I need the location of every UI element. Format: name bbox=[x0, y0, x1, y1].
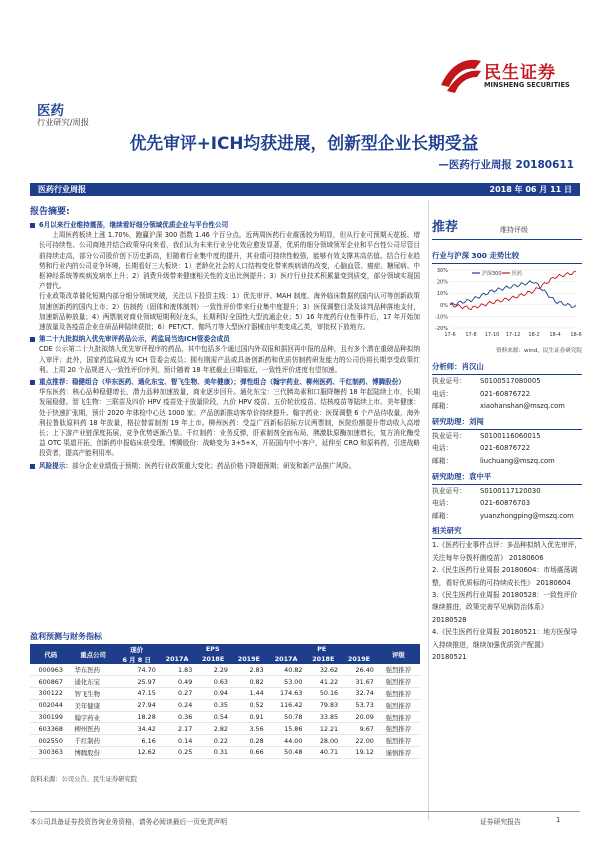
table-cell: 2.29 bbox=[195, 664, 231, 676]
assistant1-info-key: 电话： bbox=[432, 444, 453, 453]
x-tick-label: 17-6 bbox=[444, 332, 456, 338]
table-cell: 40.71 bbox=[305, 747, 341, 759]
table-cell: 31.67 bbox=[341, 676, 377, 688]
bullet-square-icon bbox=[30, 464, 35, 469]
assistant2-info-row bbox=[432, 497, 582, 510]
table-row bbox=[30, 676, 420, 688]
x-tick-label: 17-12 bbox=[505, 332, 521, 338]
table-cell: 强烈推荐 bbox=[377, 711, 420, 723]
table-cell: 千红制药 bbox=[72, 735, 115, 747]
th-price-date: 6 月 8 日 bbox=[115, 654, 159, 664]
analyst-info-key: 邮箱： bbox=[432, 402, 453, 411]
assistant2-info-key: 执业证号： bbox=[432, 486, 466, 495]
th-code: 代码 bbox=[30, 644, 72, 664]
table-row bbox=[30, 688, 420, 700]
table-cell: 0.25 bbox=[159, 747, 196, 759]
table-cell: 44.00 bbox=[267, 735, 306, 747]
sidebar bbox=[432, 216, 582, 663]
legend-label: 沪深300 bbox=[482, 271, 502, 277]
related-list bbox=[432, 539, 582, 663]
table-cell: 0.49 bbox=[159, 676, 196, 688]
summary-section bbox=[30, 204, 420, 471]
table-cell: 0.27 bbox=[159, 688, 196, 700]
x-tick-label: 18-2 bbox=[528, 332, 540, 338]
table-cell: 谨慎推荐 bbox=[377, 747, 420, 759]
table-cell: 33.85 bbox=[305, 711, 341, 723]
summary-heading: 报告摘要: bbox=[30, 207, 70, 217]
table-source: 资料来源：公司公告、民生证券研究院 bbox=[30, 776, 138, 783]
table-cell: 53.73 bbox=[341, 699, 377, 711]
y-tick-label: -10% bbox=[435, 314, 448, 321]
summary-bullet-2: 第二十九批拟纳入优先审评药品公示，药监局当选ICH管委会成员 bbox=[30, 334, 420, 344]
assistant1-info-row bbox=[432, 455, 582, 468]
table-cell: 6.16 bbox=[115, 735, 159, 747]
th-year: 2019E bbox=[341, 654, 377, 664]
table-cell: 47.15 bbox=[115, 688, 159, 700]
y-tick-label: 0% bbox=[440, 302, 448, 309]
table-row bbox=[30, 711, 420, 723]
table-cell: 28.00 bbox=[305, 735, 341, 747]
footer-disclaimer: 本公司具备证券投资咨询业务资格，请务必阅读最后一页免责声明 bbox=[30, 818, 228, 826]
summary-paragraph-1: 上周医药板块上涨 1.70%，跑赢沪深 300 指数 1.46 个百分点。近两周医药行业震荡较为明显，但从行业可预期天花板、增长可持续性、公司商地并结合政策导向来看，我们认为未来行业分化效应愈发显著，优质的细分领域领军企业和平台性公司尽管目前持续走高，部分公司股价创下历史新高，但随着行业集中度的提升，其业绩可持续性較強，能够有效支撑其高估值。结合行业趋势和行业内的公司竞争环境，长期看好三大板块：1）老龄化社会的人口结构变化带来疾病谱的改变，心脑血管、癌症、糖尿病、中枢神经系统等疾病发病率上升；2）消费升级带来健康相关性的支出比例提升；3）医疗行业技术积累量变到质变，部分领域实现国产替代。 bbox=[39, 231, 420, 291]
table-cell: 18.28 bbox=[115, 711, 159, 723]
assistant1-name: 刘闯 bbox=[468, 416, 484, 426]
table-cell: 通化东宝 bbox=[72, 676, 115, 688]
table-cell: 美年健康 bbox=[72, 699, 115, 711]
table-row bbox=[30, 735, 420, 747]
table-cell: 25.97 bbox=[115, 676, 159, 688]
analyst-info bbox=[432, 375, 582, 413]
x-tick-label: 17-10 bbox=[484, 332, 500, 338]
table-cell: 22.00 bbox=[341, 735, 377, 747]
table-cell: 600867 bbox=[30, 676, 72, 688]
th-price: 现价 bbox=[115, 644, 159, 654]
y-tick-label: 30% bbox=[436, 268, 448, 274]
assistant2-heading: 研究助理：袁中平 bbox=[432, 471, 582, 485]
summary-bullet-1: 6月以来行业维持震荡，继续看好细分领域优质企业与平台性公司 bbox=[30, 220, 420, 230]
table-cell: 12.21 bbox=[305, 723, 341, 735]
table-row bbox=[30, 747, 420, 759]
table-title: 盈利预测与财务指标 bbox=[30, 632, 102, 641]
table-cell: 0.82 bbox=[231, 676, 267, 688]
table-cell: 0.94 bbox=[195, 688, 231, 700]
table-cell: 翰宇药业 bbox=[72, 711, 115, 723]
assistant1-info-value[interactable]: liuchuang@mszq.com bbox=[480, 456, 555, 465]
th-name: 重点公司 bbox=[72, 644, 115, 664]
assistant1-info-value: S0100116060015 bbox=[480, 431, 541, 440]
related-item[interactable]: 2.《民生医药行业周报 20180604：市场震荡调整，看好优质标的可持续成长性》 20180604 bbox=[432, 566, 578, 587]
th-year: 2018E bbox=[305, 654, 341, 664]
table-cell: 53.00 bbox=[267, 676, 306, 688]
table-cell: 50.16 bbox=[305, 688, 341, 700]
analyst-info-key: 执业证号： bbox=[432, 377, 466, 385]
table-cell: 柳州医药 bbox=[72, 723, 115, 735]
table-cell: 41.22 bbox=[305, 676, 341, 688]
table-cell: 3.56 bbox=[231, 723, 267, 735]
assistant2-info-key: 邮箱： bbox=[432, 511, 453, 520]
th-year: 2019E bbox=[231, 654, 267, 664]
assistant2-info-key: 电话： bbox=[432, 499, 453, 508]
assistant1-info-key: 执业证号： bbox=[432, 431, 466, 440]
analyst-info-row bbox=[432, 388, 582, 401]
table-cell: 2.17 bbox=[159, 723, 196, 735]
rating-label: 推荐 bbox=[432, 220, 459, 235]
th-year: 2017A bbox=[159, 654, 196, 664]
related-item[interactable]: 1.《医药行业事件点评：多品种拟纳入优先审评，关注每年分拨杆菌疫苗》 20180606 bbox=[432, 541, 582, 562]
page-subtitle: —医药行业周报 20180611 bbox=[438, 159, 574, 171]
report-type: 行业研究/周报 bbox=[37, 117, 89, 127]
table-cell: 0.54 bbox=[195, 711, 231, 723]
table-cell: 强烈推荐 bbox=[377, 735, 420, 747]
bullet-square-icon bbox=[30, 380, 35, 385]
bullet-square-icon bbox=[30, 223, 35, 228]
analyst-name: 肖汉山 bbox=[461, 362, 484, 371]
legend-label: 医药 bbox=[512, 271, 523, 277]
th-year: 2018E bbox=[195, 654, 231, 664]
table-row bbox=[30, 664, 420, 676]
band-date: 2018 年 06 月 11 日 bbox=[489, 185, 572, 194]
summary-paragraph-2: 行业政策改革催化短期内部分细分领域突破，关注以下投资主线：1）优先审评、MAH 制度、海外临床数据的国内认可等创新政策加速创新药的国内上市；2）仿制药（固体和液体制剂）一致性评价带来行业集中度提升；3）医保调整目录及谈判品种落地支付，加速新品种放量；4）两票制对商业领域短期利好龙头，长期利好全国性大型流通企业；5）16 年度药行业性事件后，17 年开始加速放量及各疫苗企业在研品种陆续获批；6）PET/CT、伽玛刀等大型医疗器械由甲类变成乙类，审批权下放地方。 bbox=[39, 292, 420, 332]
table-cell: 0.36 bbox=[159, 711, 196, 723]
table-row bbox=[30, 723, 420, 735]
assistant1-info bbox=[432, 430, 582, 468]
header-band bbox=[30, 183, 580, 196]
table-cell: 强烈推荐 bbox=[377, 723, 420, 735]
table-cell: 603368 bbox=[30, 723, 72, 735]
analyst-info-row bbox=[432, 400, 582, 413]
footer-label: 证券研究报告 bbox=[480, 818, 521, 826]
related-item[interactable]: 4.《民生医药行业周报 20180521：地方医保导入持续推进，继续加强优质资产配置》 20180521 bbox=[432, 628, 578, 661]
footer-divider bbox=[30, 811, 580, 812]
related-heading: 相关研究 bbox=[432, 525, 582, 539]
summary-bullet-4: 风险提示： 部分企业业绩低于预期；医药行业政策重大变化；药品价格下降超预期；研发和新产品推广风险。 bbox=[30, 461, 420, 471]
table-cell: 19.12 bbox=[341, 747, 377, 759]
assistant1-info-row bbox=[432, 430, 582, 443]
table-cell: 002044 bbox=[30, 699, 72, 711]
column-divider bbox=[428, 200, 429, 820]
band-left-label: 医药行业周报 bbox=[38, 185, 86, 194]
table-cell: 0.52 bbox=[231, 699, 267, 711]
table-cell: 32.62 bbox=[305, 664, 341, 676]
table-cell: 300363 bbox=[30, 747, 72, 759]
table-cell: 0.28 bbox=[231, 735, 267, 747]
table-cell: 174.63 bbox=[267, 688, 306, 700]
table-cell: 0.31 bbox=[195, 747, 231, 759]
page-number: 1 bbox=[556, 816, 561, 824]
assistant2-name: 袁中平 bbox=[468, 471, 492, 481]
series-line-0 bbox=[450, 281, 576, 308]
x-tick-label: 18-6 bbox=[570, 332, 582, 338]
assistant2-info-value: 021-60876703 bbox=[480, 499, 531, 508]
table-row bbox=[30, 699, 420, 711]
assistant2-info bbox=[432, 485, 582, 523]
assistant1-heading: 研究助理：刘闯 bbox=[432, 416, 582, 430]
chart-source: 资料来源：wind，民生证券研究院 bbox=[496, 348, 582, 354]
table-cell: 强烈推荐 bbox=[377, 676, 420, 688]
table-cell: 000963 bbox=[30, 664, 72, 676]
table-cell: 2.83 bbox=[231, 664, 267, 676]
assistant1-info-key: 邮箱： bbox=[432, 456, 453, 465]
table-cell: 34.42 bbox=[115, 723, 159, 735]
related-item[interactable]: 3.《民生医药行业周报 20180528：一致性评价继续推进，政策完善罕见病防治体系》 20180528 bbox=[432, 590, 578, 624]
table-cell: 0.91 bbox=[231, 711, 267, 723]
analyst-info-value: S0100517080005 bbox=[480, 377, 541, 385]
analyst-info-value: 021-60876722 bbox=[480, 389, 531, 398]
table-cell: 32.74 bbox=[341, 688, 377, 700]
chart-title: 行业与沪深 300 走势比较 bbox=[432, 250, 582, 264]
table-cell: 强烈推荐 bbox=[377, 688, 420, 700]
table-cell: 20.09 bbox=[341, 711, 377, 723]
y-tick-label: 20% bbox=[436, 279, 448, 286]
brand-name-cn: 民生证券 bbox=[484, 63, 556, 83]
sector-label: 医药 bbox=[37, 103, 64, 119]
table-cell: 强烈推荐 bbox=[377, 664, 420, 676]
table-cell: 50.48 bbox=[267, 747, 306, 759]
th-eps: EPS bbox=[159, 644, 267, 654]
rating-sub: 维持评级 bbox=[500, 226, 528, 234]
th-rating: 评级 bbox=[377, 644, 420, 664]
assistant2-info-value: S0100117120030 bbox=[480, 486, 541, 495]
table-cell: 0.66 bbox=[231, 747, 267, 759]
table-cell: 300122 bbox=[30, 688, 72, 700]
rating-box bbox=[432, 216, 582, 240]
th-year: 2017A bbox=[267, 654, 306, 664]
table-cell: 0.63 bbox=[195, 676, 231, 688]
trend-chart bbox=[432, 264, 582, 342]
table-cell: 0.14 bbox=[159, 735, 196, 747]
table-cell: 12.62 bbox=[115, 747, 159, 759]
assistant2-info-row bbox=[432, 485, 582, 498]
assistant2-info-row bbox=[432, 510, 582, 523]
table-cell: 9.67 bbox=[341, 723, 377, 735]
analyst-heading: 分析师：肖汉山 bbox=[432, 361, 582, 375]
y-tick-label: -20% bbox=[435, 326, 448, 332]
bullet-square-icon bbox=[30, 337, 35, 342]
table-cell: 002550 bbox=[30, 735, 72, 747]
table-cell: 116.42 bbox=[267, 699, 306, 711]
analyst-info-key: 电话： bbox=[432, 389, 453, 398]
table-cell: 15.86 bbox=[267, 723, 306, 735]
assistant2-info-value[interactable]: yuanzhongping@mszq.com bbox=[480, 511, 574, 520]
forecast-table bbox=[30, 644, 420, 759]
table-cell: 强烈推荐 bbox=[377, 699, 420, 711]
brand-name-en: MINSHENG SECURITIES bbox=[484, 81, 570, 89]
table-cell: 博腾股份 bbox=[72, 747, 115, 759]
table-cell: 0.22 bbox=[195, 735, 231, 747]
table-cell: 1.44 bbox=[231, 688, 267, 700]
analyst-info-row bbox=[432, 375, 582, 388]
summary-paragraph-3: CDE 公示第二十九批拟纳入优先审评程序的药品，其中包括多个通过国内外双报和据回再申报的品种，且有多个潜在重磅品种拟纳入审评；此外，国家药监局成为 ICH 管委会成员；拥有刚需产品或具备创新药和优质仿制药研发能力的公司仍将长期享受政策红利。上周 20 个品规进入一致性评价序列，预计随着 18 年底截止日期临近，一致性评价进度有望加速。 bbox=[39, 345, 420, 374]
summary-bullet-3: 重点推荐：稳健组合（华东医药、通化东宝、智飞生物、美年健康）；弹性组合（翰宇药业、柳州医药、千红制药、博腾股份） bbox=[30, 377, 420, 387]
table-cell: 50.78 bbox=[267, 711, 306, 723]
table-cell: 0.24 bbox=[159, 699, 196, 711]
table-cell: 79.83 bbox=[305, 699, 341, 711]
x-tick-label: 17-8 bbox=[465, 332, 477, 338]
x-tick-label: 18-4 bbox=[549, 332, 561, 338]
y-tick-label: 10% bbox=[436, 291, 448, 298]
table-cell: 智飞生物 bbox=[72, 688, 115, 700]
table-cell: 华东医药 bbox=[72, 664, 115, 676]
table-cell: 1.83 bbox=[159, 664, 196, 676]
table-cell: 300199 bbox=[30, 711, 72, 723]
assistant1-info-value: 021-60876722 bbox=[480, 444, 531, 453]
table-cell: 26.40 bbox=[341, 664, 377, 676]
table-cell: 0.35 bbox=[195, 699, 231, 711]
table-cell: 74.70 bbox=[115, 664, 159, 676]
analyst-info-value[interactable]: xiaohanshan@mszq.com bbox=[480, 402, 565, 411]
assistant1-info-row bbox=[432, 442, 582, 455]
table-cell: 40.82 bbox=[267, 664, 306, 676]
page-title: 优先审评+ICH均获进展，创新型企业长期受益 bbox=[129, 133, 479, 153]
table-cell: 2.82 bbox=[195, 723, 231, 735]
summary-paragraph-4: 华东医药：核心品种稳健增长，潜力品种加速放量，商业逐步回升。通化东宝：三代胰岛素和口服降糖药 18 年起陆续上市，长期发展稳健。智飞生物：三联苗及四价 HPV 疫苗处于放量阶段，九价 HPV 疫苗、五价轮状疫苗、结核疫苗等陆续上市。美年健康：处于快速扩张期，预计 2020 年体检中心达 1000 家；产品创新推动客单价持续提升。翰宇药业：医保调整 6 个产品待收量，海外利拉鲁肽原料药 18 年放量，格拉替雷制剂 19 年上市。柳州医药：受益广西新标招标方议两票制，医院纷额提升带动收入高增长；上下游产业链深度拓展，竞争优势逐渐凸显。千红制药：业务反弹，肝素制剂全面布局，胰激肽原酶加速增长，复方消化酶受益 OTC 渠道开拓，创新药申报临床获受理。博腾股份：战略变为 3+5+X，开拓国内中小客户，延伸至 CRO 和原料药，引进战略投资者，提高产能利用率。 bbox=[39, 388, 420, 458]
table-cell: 27.94 bbox=[115, 699, 159, 711]
th-pe: PE bbox=[267, 644, 377, 654]
